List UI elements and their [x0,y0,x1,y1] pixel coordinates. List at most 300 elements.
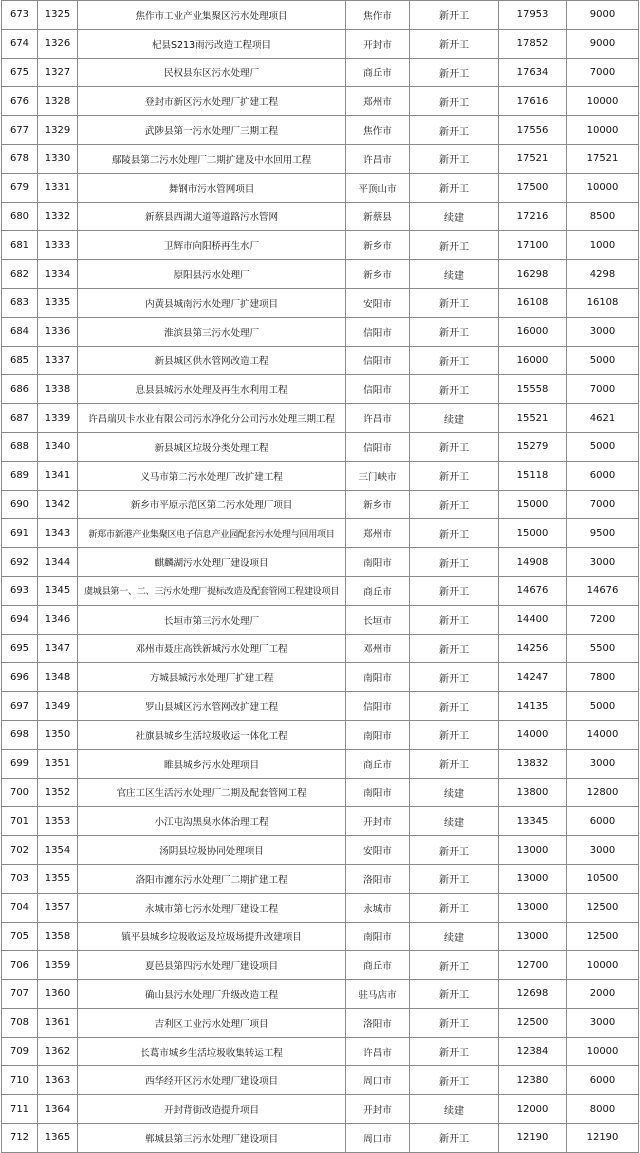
total-investment-cell: 13000 [499,836,567,865]
annual-investment-cell: 10000 [567,1037,639,1066]
table-row [2,663,639,692]
status-cell: 新开工 [410,980,499,1009]
table-row [2,749,639,778]
status-cell: 续建 [410,922,499,951]
project-number-cell: 1341 [38,461,78,490]
city-cell: 商丘市 [346,58,410,87]
table-row [2,951,639,980]
city-cell: 安阳市 [346,836,410,865]
project-name-cell: 新县城区供水管网改造工程 [78,346,346,375]
total-investment-cell: 15279 [499,432,567,461]
annual-investment-cell: 10000 [567,116,639,145]
table-row [2,605,639,634]
project-number-cell: 1342 [38,490,78,519]
project-number-cell: 1359 [38,951,78,980]
table-row [2,461,639,490]
project-number-cell: 1347 [38,634,78,663]
status-cell: 新开工 [410,1066,499,1095]
annual-investment-cell: 12500 [567,922,639,951]
annual-investment-cell: 2000 [567,980,639,1009]
project-name-cell: 镇平县城乡垃圾收运及垃圾场提升改建项目 [78,922,346,951]
city-cell: 信阳市 [346,317,410,346]
city-cell: 三门峡市 [346,461,410,490]
table-row [2,864,639,893]
row-index-cell: 710 [2,1066,38,1095]
table-row [2,202,639,231]
city-cell: 信阳市 [346,692,410,721]
total-investment-cell: 16108 [499,288,567,317]
project-name-cell: 原阳县污水处理厂 [78,260,346,289]
annual-investment-cell: 10000 [567,951,639,980]
row-index-cell: 694 [2,605,38,634]
total-investment-cell: 14135 [499,692,567,721]
table-row [2,1066,639,1095]
city-cell: 长垣市 [346,605,410,634]
table-row [2,116,639,145]
row-index-cell: 705 [2,922,38,951]
total-investment-cell: 14400 [499,605,567,634]
table-row [2,317,639,346]
project-number-cell: 1357 [38,893,78,922]
row-index-cell: 685 [2,346,38,375]
annual-investment-cell: 1000 [567,231,639,260]
status-cell: 新开工 [410,116,499,145]
total-investment-cell: 12700 [499,951,567,980]
city-cell: 周口市 [346,1124,410,1153]
row-index-cell: 679 [2,173,38,202]
status-cell: 新开工 [410,548,499,577]
annual-investment-cell: 17521 [567,144,639,173]
city-cell: 周口市 [346,1066,410,1095]
city-cell: 郑州市 [346,87,410,116]
project-number-cell: 1340 [38,432,78,461]
project-name-cell: 新蔡县西湖大道等道路污水管网 [78,202,346,231]
total-investment-cell: 17616 [499,87,567,116]
annual-investment-cell: 7000 [567,375,639,404]
project-number-cell: 1361 [38,1008,78,1037]
project-number-cell: 1354 [38,836,78,865]
project-number-cell: 1327 [38,58,78,87]
project-name-cell: 吉利区工业污水处理厂项目 [78,1008,346,1037]
total-investment-cell: 17953 [499,1,567,30]
status-cell: 新开工 [410,692,499,721]
project-name-cell: 睢县城乡污水处理项目 [78,749,346,778]
status-cell: 续建 [410,778,499,807]
row-index-cell: 704 [2,893,38,922]
city-cell: 许昌市 [346,404,410,433]
project-name-cell: 郸城县第三污水处理厂建设项目 [78,1124,346,1153]
project-table [1,0,639,1153]
project-name-cell: 内黄县城南污水处理厂扩建项目 [78,288,346,317]
city-cell: 许昌市 [346,144,410,173]
table-row [2,692,639,721]
project-number-cell: 1336 [38,317,78,346]
row-index-cell: 680 [2,202,38,231]
city-cell: 新蔡县 [346,202,410,231]
status-cell: 新开工 [410,87,499,116]
table-row [2,519,639,548]
annual-investment-cell: 4298 [567,260,639,289]
status-cell: 新开工 [410,1124,499,1153]
annual-investment-cell: 7000 [567,58,639,87]
annual-investment-cell: 10000 [567,173,639,202]
city-cell: 开封市 [346,29,410,58]
total-investment-cell: 17500 [499,173,567,202]
annual-investment-cell: 3000 [567,1008,639,1037]
city-cell: 南阳市 [346,720,410,749]
city-cell: 开封市 [346,1095,410,1124]
annual-investment-cell: 16108 [567,288,639,317]
row-index-cell: 693 [2,576,38,605]
project-number-cell: 1344 [38,548,78,577]
annual-investment-cell: 5000 [567,346,639,375]
project-number-cell: 1343 [38,519,78,548]
table-row [2,288,639,317]
row-index-cell: 673 [2,1,38,30]
annual-investment-cell: 4621 [567,404,639,433]
total-investment-cell: 14000 [499,720,567,749]
project-name-cell: 麒麟湖污水处理厂建设项目 [78,548,346,577]
project-name-cell: 罗山县城区污水管网改扩建工程 [78,692,346,721]
project-name-cell: 民权县东区污水处理厂 [78,58,346,87]
annual-investment-cell: 14000 [567,720,639,749]
project-name-cell: 淮滨县第三污水处理厂 [78,317,346,346]
status-cell: 新开工 [410,375,499,404]
annual-investment-cell: 8000 [567,1095,639,1124]
city-cell: 焦作市 [346,116,410,145]
project-name-cell: 方城县城污水处理厂扩建工程 [78,663,346,692]
annual-investment-cell: 14676 [567,576,639,605]
total-investment-cell: 15118 [499,461,567,490]
annual-investment-cell: 3000 [567,548,639,577]
project-name-cell: 焦作市工业产业集聚区污水处理项目 [78,1,346,30]
status-cell: 新开工 [410,346,499,375]
total-investment-cell: 15521 [499,404,567,433]
city-cell: 信阳市 [346,375,410,404]
row-index-cell: 690 [2,490,38,519]
status-cell: 新开工 [410,634,499,663]
project-number-cell: 1348 [38,663,78,692]
project-name-cell: 官庄工区生活污水处理厂二期及配套管网工程 [78,778,346,807]
total-investment-cell: 17556 [499,116,567,145]
city-cell: 焦作市 [346,1,410,30]
total-investment-cell: 12500 [499,1008,567,1037]
row-index-cell: 707 [2,980,38,1009]
table-body [2,1,639,1153]
total-investment-cell: 13000 [499,893,567,922]
total-investment-cell: 12190 [499,1124,567,1153]
table-row [2,404,639,433]
project-number-cell: 1352 [38,778,78,807]
row-index-cell: 681 [2,231,38,260]
total-investment-cell: 17634 [499,58,567,87]
status-cell: 新开工 [410,836,499,865]
project-number-cell: 1334 [38,260,78,289]
city-cell: 邓州市 [346,634,410,663]
total-investment-cell: 16298 [499,260,567,289]
row-index-cell: 695 [2,634,38,663]
row-index-cell: 699 [2,749,38,778]
total-investment-cell: 17216 [499,202,567,231]
project-name-cell: 舞钢市污水管网项目 [78,173,346,202]
annual-investment-cell: 10000 [567,87,639,116]
status-cell: 新开工 [410,461,499,490]
status-cell: 新开工 [410,519,499,548]
status-cell: 新开工 [410,432,499,461]
project-number-cell: 1333 [38,231,78,260]
project-number-cell: 1362 [38,1037,78,1066]
total-investment-cell: 12698 [499,980,567,1009]
annual-investment-cell: 5000 [567,432,639,461]
total-investment-cell: 14247 [499,663,567,692]
table-row [2,778,639,807]
project-number-cell: 1338 [38,375,78,404]
table-row [2,432,639,461]
annual-investment-cell: 10500 [567,864,639,893]
project-number-cell: 1331 [38,173,78,202]
city-cell: 驻马店市 [346,980,410,1009]
project-number-cell: 1332 [38,202,78,231]
status-cell: 新开工 [410,144,499,173]
status-cell: 新开工 [410,58,499,87]
project-number-cell: 1364 [38,1095,78,1124]
status-cell: 新开工 [410,720,499,749]
city-cell: 开封市 [346,807,410,836]
total-investment-cell: 17100 [499,231,567,260]
annual-investment-cell: 12800 [567,778,639,807]
status-cell: 新开工 [410,749,499,778]
table-row [2,1008,639,1037]
row-index-cell: 687 [2,404,38,433]
project-name-cell: 西华经开区污水处理厂建设项目 [78,1066,346,1095]
status-cell: 新开工 [410,1008,499,1037]
project-number-cell: 1339 [38,404,78,433]
row-index-cell: 683 [2,288,38,317]
total-investment-cell: 17852 [499,29,567,58]
annual-investment-cell: 12190 [567,1124,639,1153]
total-investment-cell: 14908 [499,548,567,577]
project-number-cell: 1326 [38,29,78,58]
row-index-cell: 676 [2,87,38,116]
total-investment-cell: 15000 [499,519,567,548]
row-index-cell: 712 [2,1124,38,1153]
status-cell: 续建 [410,260,499,289]
annual-investment-cell: 3000 [567,317,639,346]
total-investment-cell: 17521 [499,144,567,173]
row-index-cell: 692 [2,548,38,577]
table-row [2,1095,639,1124]
project-name-cell: 邓州市聂庄高铁新城污水处理厂工程 [78,634,346,663]
project-number-cell: 1349 [38,692,78,721]
status-cell: 新开工 [410,864,499,893]
project-name-cell: 虞城县第一、二、三污水处理厂提标改造及配套管网工程建设项目 [78,576,346,605]
total-investment-cell: 12384 [499,1037,567,1066]
city-cell: 新乡市 [346,231,410,260]
table-row [2,1,639,30]
row-index-cell: 677 [2,116,38,145]
row-index-cell: 682 [2,260,38,289]
city-cell: 新乡市 [346,490,410,519]
status-cell: 续建 [410,1095,499,1124]
city-cell: 商丘市 [346,951,410,980]
city-cell: 南阳市 [346,663,410,692]
annual-investment-cell: 9000 [567,1,639,30]
project-number-cell: 1363 [38,1066,78,1095]
project-number-cell: 1330 [38,144,78,173]
project-name-cell: 武陟县第一污水处理厂三期工程 [78,116,346,145]
project-name-cell: 新乡市平原示范区第二污水处理厂项目 [78,490,346,519]
project-number-cell: 1335 [38,288,78,317]
city-cell: 商丘市 [346,749,410,778]
table-row [2,173,639,202]
total-investment-cell: 15000 [499,490,567,519]
annual-investment-cell: 6000 [567,807,639,836]
table-row [2,58,639,87]
city-cell: 洛阳市 [346,1008,410,1037]
table-row [2,260,639,289]
project-name-cell: 夏邑县第四污水处理厂建设项目 [78,951,346,980]
annual-investment-cell: 12500 [567,893,639,922]
city-cell: 信阳市 [346,432,410,461]
project-number-cell: 1355 [38,864,78,893]
project-number-cell: 1346 [38,605,78,634]
annual-investment-cell: 7000 [567,490,639,519]
table-row [2,548,639,577]
row-index-cell: 689 [2,461,38,490]
status-cell: 新开工 [410,1,499,30]
city-cell: 永城市 [346,893,410,922]
status-cell: 新开工 [410,663,499,692]
status-cell: 新开工 [410,490,499,519]
status-cell: 新开工 [410,605,499,634]
status-cell: 续建 [410,404,499,433]
project-number-cell: 1345 [38,576,78,605]
row-index-cell: 686 [2,375,38,404]
project-number-cell: 1328 [38,87,78,116]
row-index-cell: 678 [2,144,38,173]
annual-investment-cell: 3000 [567,836,639,865]
total-investment-cell: 12380 [499,1066,567,1095]
table-row [2,87,639,116]
row-index-cell: 706 [2,951,38,980]
city-cell: 郑州市 [346,519,410,548]
annual-investment-cell: 6000 [567,1066,639,1095]
annual-investment-cell: 9500 [567,519,639,548]
total-investment-cell: 15558 [499,375,567,404]
total-investment-cell: 14256 [499,634,567,663]
annual-investment-cell: 7200 [567,605,639,634]
row-index-cell: 697 [2,692,38,721]
city-cell: 平顶山市 [346,173,410,202]
status-cell: 新开工 [410,951,499,980]
status-cell: 新开工 [410,288,499,317]
table-row [2,375,639,404]
project-name-cell: 卫辉市向阳桥再生水厂 [78,231,346,260]
project-name-cell: 杞县S213雨污改造工程项目 [78,29,346,58]
project-name-cell: 永城市第七污水处理厂建设工程 [78,893,346,922]
row-index-cell: 703 [2,864,38,893]
total-investment-cell: 16000 [499,317,567,346]
annual-investment-cell: 3000 [567,749,639,778]
city-cell: 商丘市 [346,576,410,605]
row-index-cell: 675 [2,58,38,87]
table-row [2,980,639,1009]
annual-investment-cell: 5500 [567,634,639,663]
total-investment-cell: 12000 [499,1095,567,1124]
table-row [2,1124,639,1153]
status-cell: 新开工 [410,576,499,605]
city-cell: 南阳市 [346,922,410,951]
project-name-cell: 开封背街改造提升项目 [78,1095,346,1124]
row-index-cell: 691 [2,519,38,548]
total-investment-cell: 13000 [499,922,567,951]
row-index-cell: 709 [2,1037,38,1066]
total-investment-cell: 13832 [499,749,567,778]
city-cell: 南阳市 [346,548,410,577]
status-cell: 续建 [410,202,499,231]
total-investment-cell: 14676 [499,576,567,605]
project-name-cell: 义马市第二污水处理厂改扩建工程 [78,461,346,490]
project-name-cell: 小江屯沟黑臭水体治理工程 [78,807,346,836]
city-cell: 信阳市 [346,346,410,375]
table-row [2,893,639,922]
status-cell: 新开工 [410,231,499,260]
status-cell: 新开工 [410,317,499,346]
annual-investment-cell: 7800 [567,663,639,692]
row-index-cell: 674 [2,29,38,58]
table-row [2,807,639,836]
row-index-cell: 701 [2,807,38,836]
project-number-cell: 1353 [38,807,78,836]
project-number-cell: 1360 [38,980,78,1009]
project-number-cell: 1358 [38,922,78,951]
city-cell: 南阳市 [346,778,410,807]
row-index-cell: 696 [2,663,38,692]
project-name-cell: 登封市新区污水处理厂扩建工程 [78,87,346,116]
row-index-cell: 698 [2,720,38,749]
total-investment-cell: 16000 [499,346,567,375]
total-investment-cell: 13800 [499,778,567,807]
row-index-cell: 711 [2,1095,38,1124]
row-index-cell: 708 [2,1008,38,1037]
project-name-cell: 新郑市新港产业集聚区电子信息产业园配套污水处理与回用项目 [78,519,346,548]
table-row [2,836,639,865]
project-number-cell: 1351 [38,749,78,778]
table-row [2,346,639,375]
project-number-cell: 1350 [38,720,78,749]
project-name-cell: 许昌瑞贝卡水业有限公司污水净化分公司污水处理三期工程 [78,404,346,433]
table-row [2,29,639,58]
project-number-cell: 1365 [38,1124,78,1153]
table-row [2,1037,639,1066]
city-cell: 洛阳市 [346,864,410,893]
project-name-cell: 社旗县城乡生活垃圾收运一体化工程 [78,720,346,749]
table-row [2,231,639,260]
status-cell: 新开工 [410,893,499,922]
status-cell: 新开工 [410,173,499,202]
row-index-cell: 700 [2,778,38,807]
total-investment-cell: 13345 [499,807,567,836]
project-name-cell: 新县城区垃圾分类处理工程 [78,432,346,461]
table-row [2,576,639,605]
annual-investment-cell: 5000 [567,692,639,721]
city-cell: 许昌市 [346,1037,410,1066]
project-name-cell: 确山县污水处理厂升级改造工程 [78,980,346,1009]
annual-investment-cell: 9000 [567,29,639,58]
project-name-cell: 洛阳市瀍东污水处理厂二期扩建工程 [78,864,346,893]
annual-investment-cell: 6000 [567,461,639,490]
project-name-cell: 息县县城污水处理及再生水利用工程 [78,375,346,404]
